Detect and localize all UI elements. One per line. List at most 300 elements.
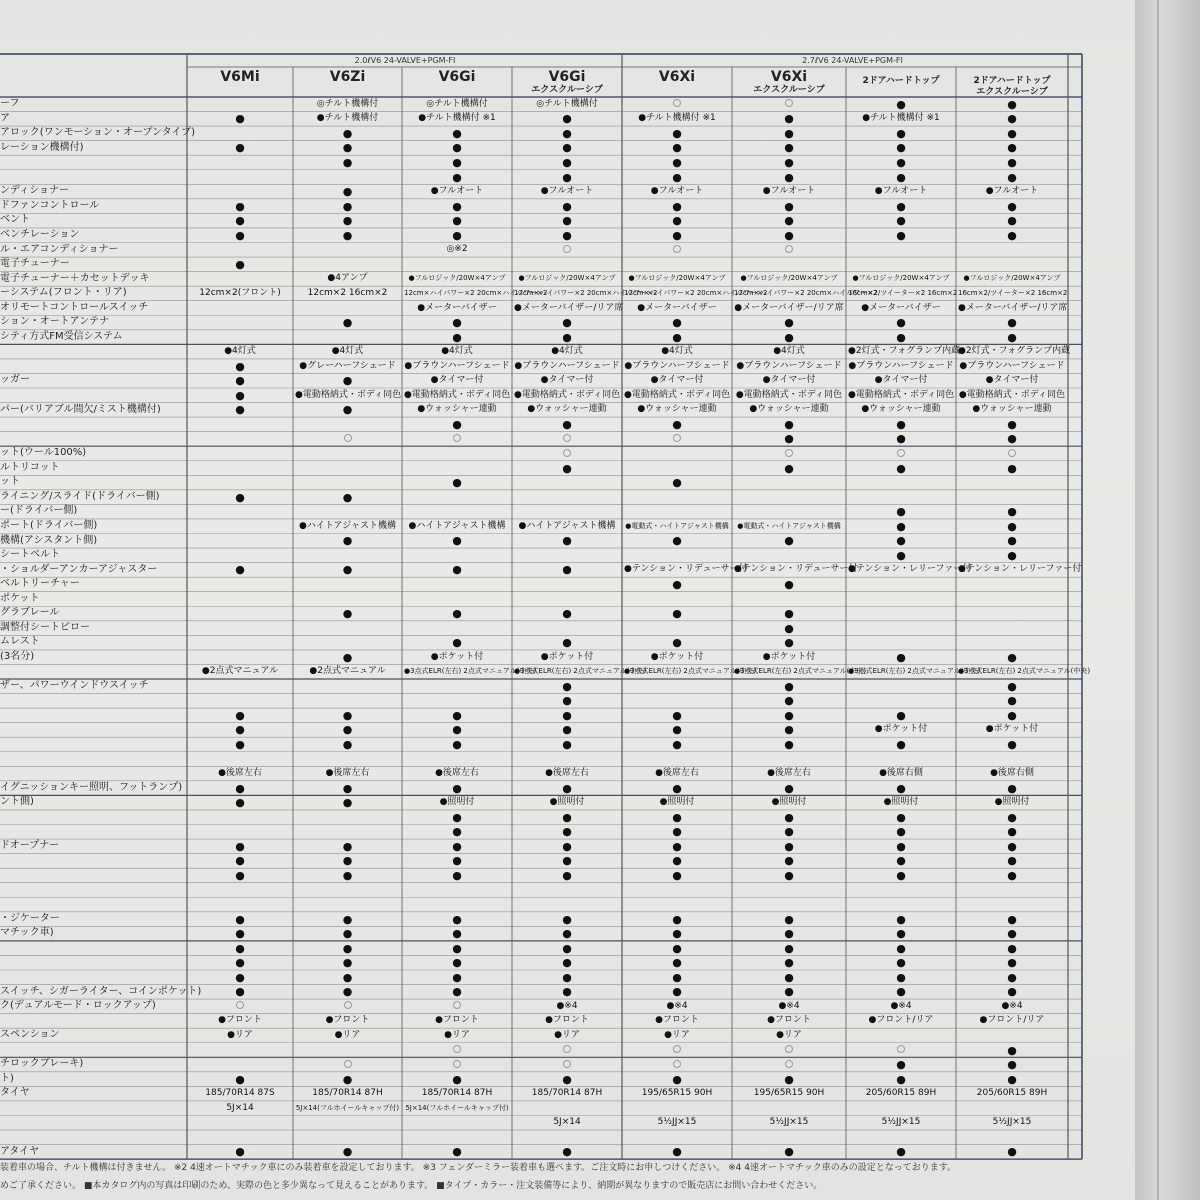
- spec-cell: [189, 447, 291, 460]
- spec-cell: [624, 491, 730, 504]
- spec-cell: [189, 593, 291, 606]
- spec-cell: [958, 1102, 1066, 1115]
- optional-ring-icon: [673, 99, 681, 107]
- row-label: ライニング/スライド(ドライバー側): [0, 490, 160, 502]
- spec-cell: ●: [1007, 781, 1017, 795]
- spec-cell: [624, 898, 730, 911]
- spec-cell: [624, 98, 730, 111]
- spec-cell: ●: [672, 941, 682, 955]
- spec-cell: [404, 884, 510, 897]
- spec-cell: ●: [562, 563, 572, 577]
- spec-cell: ●フルオート: [650, 186, 704, 197]
- spec-cell: ●: [235, 970, 245, 984]
- spec-cell: [848, 447, 954, 460]
- spec-cell: [189, 578, 291, 591]
- spec-cell: ●: [784, 708, 794, 722]
- row-label: グラブレール: [0, 607, 60, 619]
- spec-cell: ●: [1007, 985, 1017, 999]
- spec-cell: [848, 1131, 954, 1144]
- spec-cell: ●: [784, 330, 794, 344]
- spec-cell: ●: [1007, 868, 1017, 882]
- spec-cell: ●: [235, 388, 245, 402]
- spec-cell: ●: [562, 1072, 572, 1086]
- spec-cell: ●: [342, 941, 353, 955]
- spec-cell: ●4灯式: [441, 346, 473, 357]
- spec-cell: [295, 549, 400, 562]
- spec-cell: [514, 258, 620, 271]
- spec-cell: ●: [562, 956, 572, 970]
- spec-cell: [189, 1116, 291, 1129]
- spec-cell: ●: [896, 548, 906, 562]
- spec-cell: ●: [562, 738, 572, 751]
- spec-cell: ●電動格納式・ボディ同色: [958, 389, 1066, 400]
- spec-cell: [404, 593, 510, 606]
- spec-cell: ●: [672, 170, 682, 184]
- spec-cell: ●: [1007, 1043, 1017, 1057]
- spec-cell: ●: [672, 199, 682, 213]
- spec-cell: ●: [896, 839, 906, 853]
- spec-cell: [295, 753, 400, 766]
- spec-cell: ●タイマー付: [430, 375, 484, 386]
- spec-cell: ●ポケット付: [650, 651, 704, 662]
- spec-cell: ●: [896, 330, 906, 344]
- model-subname: エクスクルーシブ: [753, 85, 825, 95]
- spec-cell: ●チルト機構付: [316, 113, 379, 124]
- spec-cell: ●: [672, 636, 682, 650]
- spec-cell: 185/70R14 87S: [205, 1088, 275, 1099]
- spec-cell: ●: [672, 985, 682, 999]
- optional-ring-icon: [453, 1001, 461, 1009]
- spec-cell: ●チルト機構付 ※1: [418, 113, 496, 124]
- spec-cell: ●: [342, 796, 353, 810]
- spec-cell: ●: [784, 214, 794, 228]
- model-subname: エクスクルーシブ: [976, 87, 1048, 97]
- spec-cell: ●: [342, 854, 353, 868]
- optional-ring-icon: [673, 1060, 681, 1068]
- spec-cell: ●後席左右: [325, 768, 370, 779]
- spec-cell: ●: [672, 214, 682, 228]
- spec-cell: [734, 1044, 844, 1057]
- spec-cell: [734, 258, 844, 271]
- spec-cell: ●: [562, 912, 572, 926]
- spec-cell: ●: [235, 490, 245, 504]
- spec-cell: ●: [672, 810, 682, 824]
- spec-cell: ●照明付: [549, 797, 585, 808]
- spec-cell: ●: [784, 839, 794, 853]
- spec-cell: [189, 331, 291, 344]
- spec-cell: [189, 505, 291, 518]
- spec-cell: [404, 505, 510, 518]
- spec-cell: [958, 476, 1066, 489]
- spec-cell: ●3点式ELR(左右) 2点式マニュアル(中央): [514, 667, 647, 676]
- spec-cell: [295, 694, 400, 707]
- spec-cell: ●タイマー付: [650, 375, 704, 386]
- spec-cell: ●: [784, 956, 794, 970]
- spec-cell: ●: [452, 607, 462, 621]
- spec-cell: ●: [452, 854, 462, 868]
- spec-cell: ◎※2: [446, 244, 468, 255]
- spec-cell: ●: [452, 810, 462, 824]
- spec-cell: [848, 680, 954, 693]
- spec-cell: ●ブラウンハーフシェード: [514, 360, 620, 371]
- spec-cell: ●: [1007, 330, 1017, 344]
- spec-cell: ●: [784, 316, 794, 330]
- spec-cell: ●3点式ELR(左右) 2点式マニュアル(中央): [624, 667, 757, 676]
- spec-cell: ●: [1007, 214, 1017, 228]
- optional-ring-icon: [344, 434, 352, 442]
- spec-cell: ●: [235, 112, 245, 126]
- optional-ring-icon: [563, 1045, 571, 1053]
- footnote-line-1: 装着車の場合、チルト機構は付きません。 ※2 4速オートマチック車にのみ装着車を設定しております。 ※3 フェンダーミラー装着車も選べます。ご注文時にお申しつけください。 ※4 4速オートマチック車のみの設定となっております。: [0, 1163, 957, 1173]
- spec-cell: 5½JJ×15: [769, 1117, 809, 1128]
- spec-cell: ●: [452, 868, 462, 882]
- spec-cell: [404, 1000, 510, 1013]
- spec-cell: [624, 884, 730, 897]
- row-label: ザー、パワーウインドウスイッチ: [0, 680, 149, 691]
- spec-cell: ●: [896, 505, 906, 519]
- spec-cell: ●3点式ELR(左右) 2点式マニュアル(中央): [404, 667, 537, 676]
- spec-cell: ●2点式マニュアル: [309, 666, 386, 677]
- spec-cell: ●フルオート: [540, 186, 594, 197]
- spec-cell: ●後席左右: [435, 768, 479, 779]
- spec-cell: ●: [896, 956, 906, 970]
- spec-cell: [189, 272, 291, 285]
- optional-ring-icon: [453, 434, 461, 442]
- spec-cell: ●: [1007, 519, 1017, 533]
- spec-cell: ●: [562, 694, 572, 708]
- spec-cell: [848, 1102, 954, 1115]
- spec-cell: ●: [235, 956, 245, 970]
- spec-cell: ●: [784, 534, 794, 548]
- spec-cell: ●: [672, 825, 682, 839]
- spec-cell: [295, 418, 400, 431]
- spec-cell: ●フルオート: [762, 186, 816, 197]
- spec-cell: [848, 593, 954, 606]
- spec-cell: ●: [342, 708, 353, 722]
- spec-cell: ●: [896, 316, 906, 330]
- spec-cell: ●2点式マニュアル: [201, 666, 279, 677]
- spec-cell: [189, 476, 291, 489]
- spec-cell: ●: [342, 141, 353, 155]
- row-label: 機構(アシスタント側): [0, 534, 98, 546]
- optional-ring-icon: [563, 1060, 571, 1068]
- row-label: ベンチレーション: [0, 228, 80, 240]
- spec-cell: [734, 505, 844, 518]
- spec-cell: ●: [235, 868, 245, 882]
- spec-cell: ●: [896, 519, 906, 533]
- spec-cell: [514, 1131, 620, 1144]
- spec-cell: ●メーターバイザー: [861, 302, 941, 313]
- spec-cell: ●: [562, 316, 572, 330]
- spec-cell: ●電動格納式・ボディ同色: [735, 389, 843, 400]
- spec-cell: ●テンション・レリーファー付: [958, 564, 1082, 575]
- spec-cell: [295, 505, 400, 518]
- spec-cell: ●: [452, 199, 462, 213]
- spec-cell: 5J×14(フルホイールキャップ付): [405, 1103, 509, 1112]
- spec-cell: ●メーターバイザー/リア席: [958, 302, 1068, 313]
- spec-cell: ●4灯式: [551, 346, 583, 357]
- spec-cell: ●フロント: [545, 1015, 589, 1026]
- spec-cell: ●: [896, 170, 906, 184]
- spec-cell: ●フロント/リア: [868, 1015, 934, 1026]
- spec-cell: [624, 593, 730, 606]
- spec-cell: [189, 534, 291, 547]
- model-name: 2ドアハードトップ: [862, 76, 940, 86]
- optional-ring-icon: [897, 1045, 905, 1053]
- spec-cell: ●タイマー付: [540, 375, 594, 386]
- spec-cell: 12cm×ハイパワー×2 20cm×ハイパワー×2: [734, 288, 878, 297]
- row-label: 電子チューナー: [0, 258, 70, 270]
- spec-cell: [624, 622, 730, 635]
- spec-cell: [189, 680, 291, 693]
- spec-cell: [624, 505, 730, 518]
- spec-cell: ●: [896, 461, 906, 475]
- spec-cell: [295, 1116, 400, 1129]
- spec-cell: [514, 432, 620, 445]
- spec-cell: ●: [784, 985, 794, 999]
- spec-cell: ●ウォッシャー連動: [861, 404, 941, 415]
- optional-ring-icon: [344, 1060, 352, 1068]
- spec-cell: [514, 491, 620, 504]
- spec-cell: ●: [784, 112, 794, 126]
- spec-cell: [295, 171, 400, 184]
- spec-cell: [624, 1044, 730, 1057]
- spec-cell: [295, 1131, 400, 1144]
- row-label: パー(バリアブル間欠/ミスト機構付): [0, 403, 161, 415]
- spec-cell: ●: [452, 927, 462, 941]
- model-header: [622, 70, 732, 98]
- spec-cell: [295, 331, 400, 344]
- spec-cell: ●: [342, 490, 353, 504]
- row-label: ント側): [0, 796, 34, 808]
- spec-cell: ●: [452, 170, 462, 184]
- row-label: ーシステム(フロント・リア): [0, 287, 127, 299]
- spec-cell: ●ハイトアジャスト機構: [408, 520, 506, 531]
- spec-cell: ●ウォッシャー連動: [637, 404, 717, 415]
- spec-cell: ●: [896, 970, 906, 984]
- spec-cell: ●: [235, 563, 245, 577]
- spec-cell: ●: [342, 403, 353, 417]
- spec-cell: ●: [1007, 854, 1017, 868]
- spec-cell: ●: [672, 868, 682, 882]
- row-label: ・ジケーター: [0, 912, 60, 924]
- spec-cell: ●: [342, 199, 353, 213]
- optional-ring-icon: [785, 449, 793, 457]
- row-label: ット(ウール100%): [0, 447, 87, 459]
- spec-cell: [295, 462, 400, 475]
- spec-cell: [514, 578, 620, 591]
- spec-cell: [295, 578, 400, 591]
- spec-cell: [734, 1102, 844, 1115]
- spec-cell: ●: [896, 126, 906, 140]
- spec-cell: ●: [896, 1145, 906, 1159]
- spec-cell: ●フロント: [655, 1015, 699, 1026]
- spec-cell: [404, 491, 510, 504]
- row-label: ドオープナー: [0, 840, 60, 852]
- spec-cell: ●: [1007, 970, 1017, 984]
- spec-cell: [514, 549, 620, 562]
- spec-cell: ●: [342, 214, 353, 228]
- spec-cell: ●: [1007, 956, 1017, 970]
- spec-cell: ●: [562, 941, 572, 955]
- footnote-line-2: めご了承ください。 ■本カタログ内の写真は印刷のため、実際の色と多少異なって見えることがあります。 ■タイプ・カラー・注文装備等により、納期が異なりますので販売店にお問い合わせください。: [0, 1181, 823, 1191]
- optional-ring-icon: [785, 1045, 793, 1053]
- spec-cell: [624, 549, 730, 562]
- spec-cell: ●: [562, 868, 572, 882]
- spec-cell: 5½JJ×15: [881, 1117, 921, 1128]
- spec-cell: ●: [235, 359, 245, 373]
- model-name: V6Mi: [220, 69, 260, 85]
- spec-cell: ●: [672, 1072, 682, 1086]
- spec-cell: [189, 156, 291, 169]
- spec-cell: ●ブラウンハーフシェード: [624, 360, 730, 371]
- spec-cell: ●: [784, 810, 794, 824]
- spec-cell: [624, 432, 730, 445]
- spec-cell: ●: [784, 723, 794, 737]
- spec-cell: [624, 680, 730, 693]
- spec-cell: ●ウォッシャー連動: [972, 404, 1052, 415]
- spec-cell: ●電動式・ハイトアジャスト機構: [625, 521, 729, 530]
- spec-cell: ●: [896, 738, 906, 751]
- spec-cell: ●: [896, 810, 906, 824]
- spec-cell: ●: [235, 941, 245, 955]
- spec-cell: ●照明付: [439, 797, 475, 808]
- spec-cell: ●: [562, 810, 572, 824]
- spec-cell: ●: [1007, 650, 1017, 664]
- spec-cell: [295, 636, 400, 649]
- spec-cell: ●: [342, 781, 353, 795]
- row-label: アロック(ワンモーション・オープンタイプ): [0, 127, 196, 139]
- spec-cell: ●: [896, 141, 906, 155]
- spec-cell: [189, 127, 291, 140]
- spec-cell: ●: [562, 534, 572, 548]
- spec-cell: ●: [562, 607, 572, 621]
- spec-cell: ●: [672, 534, 682, 548]
- spec-cell: ●後席右側: [879, 768, 923, 779]
- spec-cell: ●: [784, 868, 794, 882]
- spec-cell: ●ポケット付: [430, 651, 484, 662]
- spec-cell: ●: [784, 854, 794, 868]
- spec-cell: [295, 302, 400, 315]
- spec-cell: ◎チルト機構付: [426, 98, 488, 109]
- spec-cell: [624, 447, 730, 460]
- spec-cell: ●照明付: [883, 797, 919, 808]
- spec-cell: ●: [672, 708, 682, 722]
- spec-cell: [514, 884, 620, 897]
- spec-cell: [404, 462, 510, 475]
- spec-cell: [848, 476, 954, 489]
- row-label: 電子チューナー＋カセットデッキ: [0, 272, 150, 284]
- spec-cell: [848, 694, 954, 707]
- spec-cell: ●フロント/リア: [979, 1015, 1045, 1026]
- spec-cell: [295, 680, 400, 693]
- row-label: ット: [0, 476, 20, 488]
- spec-cell: [295, 811, 400, 824]
- spec-cell: ●ウォッシャー連動: [749, 404, 829, 415]
- spec-cell: ●: [896, 534, 906, 548]
- spec-cell: [514, 447, 620, 460]
- optional-ring-icon: [563, 434, 571, 442]
- row-label: シティ方式FM受信システム: [0, 330, 123, 342]
- spec-cell: [514, 622, 620, 635]
- spec-cell: ●: [1007, 548, 1017, 562]
- spec-cell: ●: [452, 956, 462, 970]
- spec-cell: ●: [672, 781, 682, 795]
- spec-cell: ●: [562, 636, 572, 650]
- spec-cell: [189, 694, 291, 707]
- spec-cell: ●: [235, 738, 245, 751]
- engine-group-2-7: 2.7ℓV6 24-VALVE+PGM-FI: [802, 56, 903, 65]
- model-name: V6Zi: [329, 69, 366, 85]
- spec-cell: ●電動格納式・ボディ同色: [848, 389, 955, 400]
- row-label: オリモートコントロールスイッチ: [0, 301, 149, 313]
- spec-cell: [624, 462, 730, 475]
- spec-cell: ●: [342, 534, 353, 548]
- spec-cell: [189, 898, 291, 911]
- spec-cell: ●: [784, 1072, 794, 1086]
- row-label: ムレスト: [0, 636, 40, 648]
- spec-cell: [514, 505, 620, 518]
- spec-cell: ●: [672, 156, 682, 169]
- row-label: ク(デュアルモード・ロックアップ): [0, 1000, 156, 1012]
- spec-cell: ●: [235, 854, 245, 868]
- spec-cell: ●: [342, 607, 353, 621]
- spec-cell: ●メーターバイザー: [417, 302, 497, 313]
- spec-cell: [404, 622, 510, 635]
- spec-cell: ●: [1007, 228, 1017, 242]
- spec-cell: ●: [672, 577, 682, 591]
- spec-cell: 5½JJ×15: [992, 1117, 1032, 1128]
- spec-cell: ●フロント: [218, 1015, 262, 1026]
- spec-cell: ●: [342, 126, 353, 140]
- spec-cell: 195/65R15 90H: [753, 1088, 825, 1099]
- optional-ring-icon: [563, 449, 571, 457]
- row-label: タイヤ: [0, 1087, 30, 1099]
- spec-cell: ●: [562, 781, 572, 795]
- model-header: [402, 70, 512, 98]
- spec-cell: ●: [784, 912, 794, 926]
- spec-cell: ●: [672, 723, 682, 737]
- spec-cell: ●: [342, 927, 353, 941]
- spec-cell: ●: [562, 170, 572, 184]
- spec-cell: ●: [896, 927, 906, 941]
- spec-cell: ●: [342, 985, 353, 999]
- spec-cell: 5J×14: [553, 1117, 581, 1128]
- spec-cell: ●照明付: [659, 797, 695, 808]
- spec-cell: ●: [1007, 505, 1017, 519]
- spec-cell: ●: [342, 738, 353, 751]
- spec-cell: 185/70R14 87H: [312, 1088, 383, 1099]
- model-header: [512, 70, 622, 98]
- spec-cell: ●リア: [776, 1030, 802, 1040]
- spec-cell: [189, 651, 291, 664]
- spec-cell: ●: [452, 708, 462, 722]
- model-name: V6Xi: [770, 69, 808, 85]
- spec-cell: ●: [896, 199, 906, 213]
- spec-cell: ●: [1007, 126, 1017, 140]
- spec-cell: ●: [342, 1072, 353, 1086]
- spec-cell: ●: [896, 650, 906, 664]
- spec-cell: ●: [1007, 912, 1017, 926]
- spec-cell: [958, 243, 1066, 256]
- spec-cell: ●タイマー付: [874, 375, 928, 386]
- spec-cell: ●: [1007, 679, 1017, 693]
- spec-cell: [189, 1131, 291, 1144]
- spec-cell: [624, 753, 730, 766]
- spec-cell: ●: [562, 825, 572, 839]
- spec-cell: ●後席左右: [545, 768, 589, 779]
- spec-cell: ●: [896, 97, 906, 111]
